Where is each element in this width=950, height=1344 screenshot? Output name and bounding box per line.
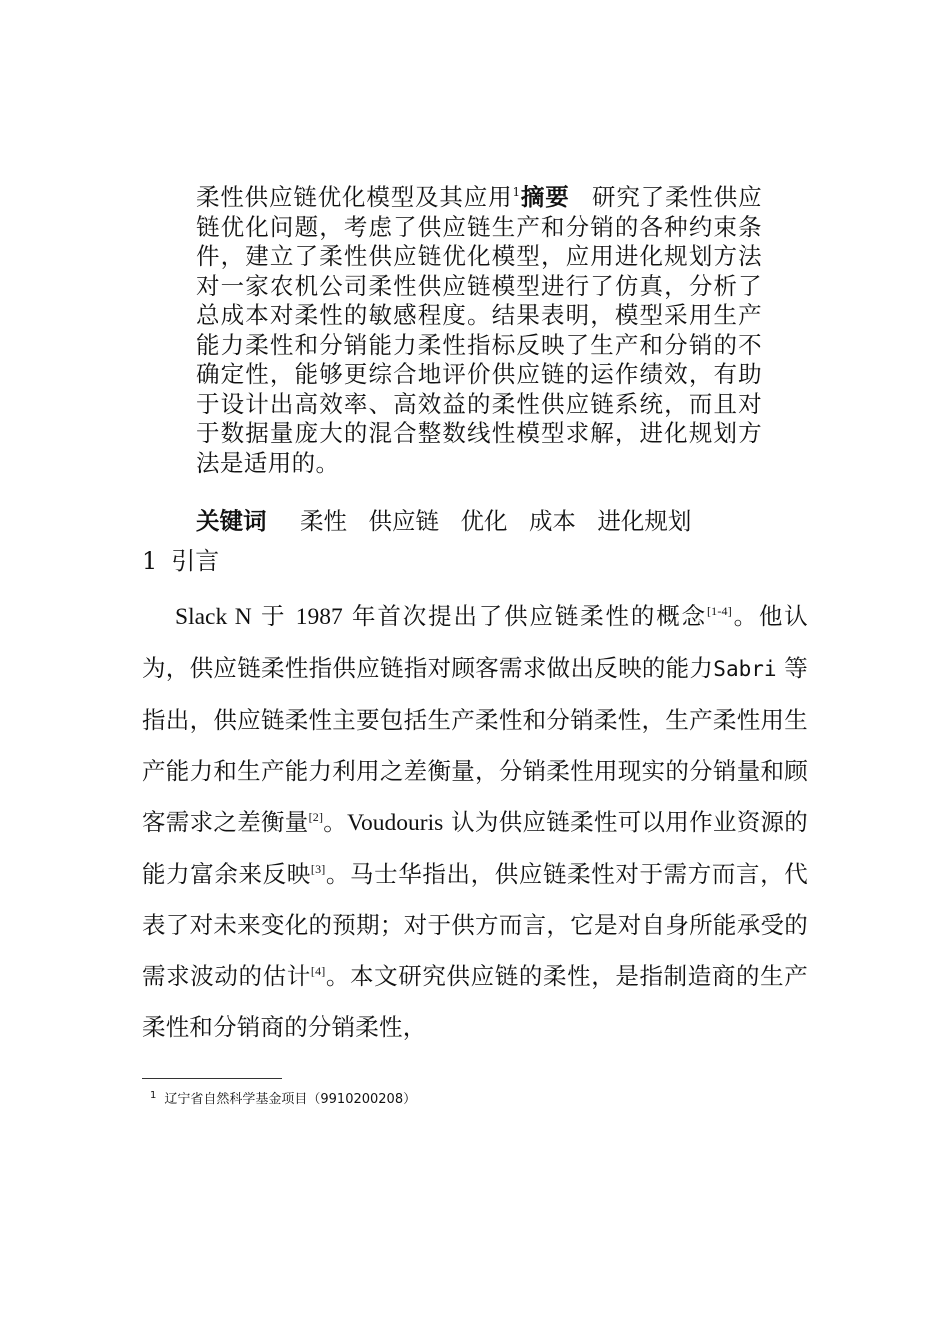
footnote-number: 1 xyxy=(150,1089,157,1101)
paper-title: 柔性供应链优化模型及其应用 xyxy=(196,183,513,211)
keywords-label: 关键词 xyxy=(196,507,267,535)
keywords-line xyxy=(196,507,796,536)
keyword-item: 供应链 xyxy=(368,507,439,535)
intro-paragraph: Slack N 于 1987 年首次提出了供应链柔性的概念[1-4]。他认为，供应链柔性指供应链指对顾客需求做出反映的能力Sabri 等指出，供应链柔性主要包括生产柔性和分销柔性，生产柔性用生产能力和生产能力利用之差衡量，分销柔性用现实的分销量和顾客需求之差衡量[2]。Voudouris 认为供应链柔性可以用作业资源的能力富余来反映[3]。马士华指出，供应链柔性对于需方而言，代表了对未来变化的预期；对于供方而言，它是对自身所能承受的需求波动的估计[4]。本文研究供应链的柔性，是指制造商的生产柔性和分销商的分销柔性， xyxy=(142,602,809,1041)
intro-body xyxy=(142,591,808,1053)
title-footnote-mark: 1 xyxy=(512,185,521,200)
abstract-label: 摘要 xyxy=(520,183,570,211)
abstract-text: 研究了柔性供应链优化问题，考虑了供应链生产和分销的各种约束条件，建立了柔性供应链优化模型，应用进化规划方法对一家农机公司柔性供应链模型进行了仿真，分析了总成本对柔性的敏感程度。结果表明，模型采用生产能力柔性和分销能力柔性指标反映了生产和分销的不确定性，能够更综合地评价供应链的运作绩效，有助于设计出高效率、高效益的柔性供应链系统，而且对于数据量庞大的混合整数线性模型求解，进化规划方法是适用的。 xyxy=(196,183,762,477)
footnote-text: 辽宁省自然科学基金项目（9910200208） xyxy=(164,1092,417,1107)
footnote-divider xyxy=(142,1078,282,1079)
section-heading xyxy=(142,546,219,576)
citation-ref: [4] xyxy=(310,964,326,979)
section-number: 1 xyxy=(142,547,158,575)
citation-ref: [3] xyxy=(310,862,326,877)
citation-ref: [1-4] xyxy=(706,604,732,619)
abstract-block xyxy=(196,183,762,478)
keyword-item: 优化 xyxy=(460,507,508,535)
footnote xyxy=(150,1089,417,1108)
citation-ref: [2] xyxy=(308,810,324,825)
keyword-item: 进化规划 xyxy=(597,507,692,535)
section-title: 引言 xyxy=(171,547,220,575)
keyword-item: 柔性 xyxy=(299,507,347,535)
keyword-item: 成本 xyxy=(528,507,576,535)
